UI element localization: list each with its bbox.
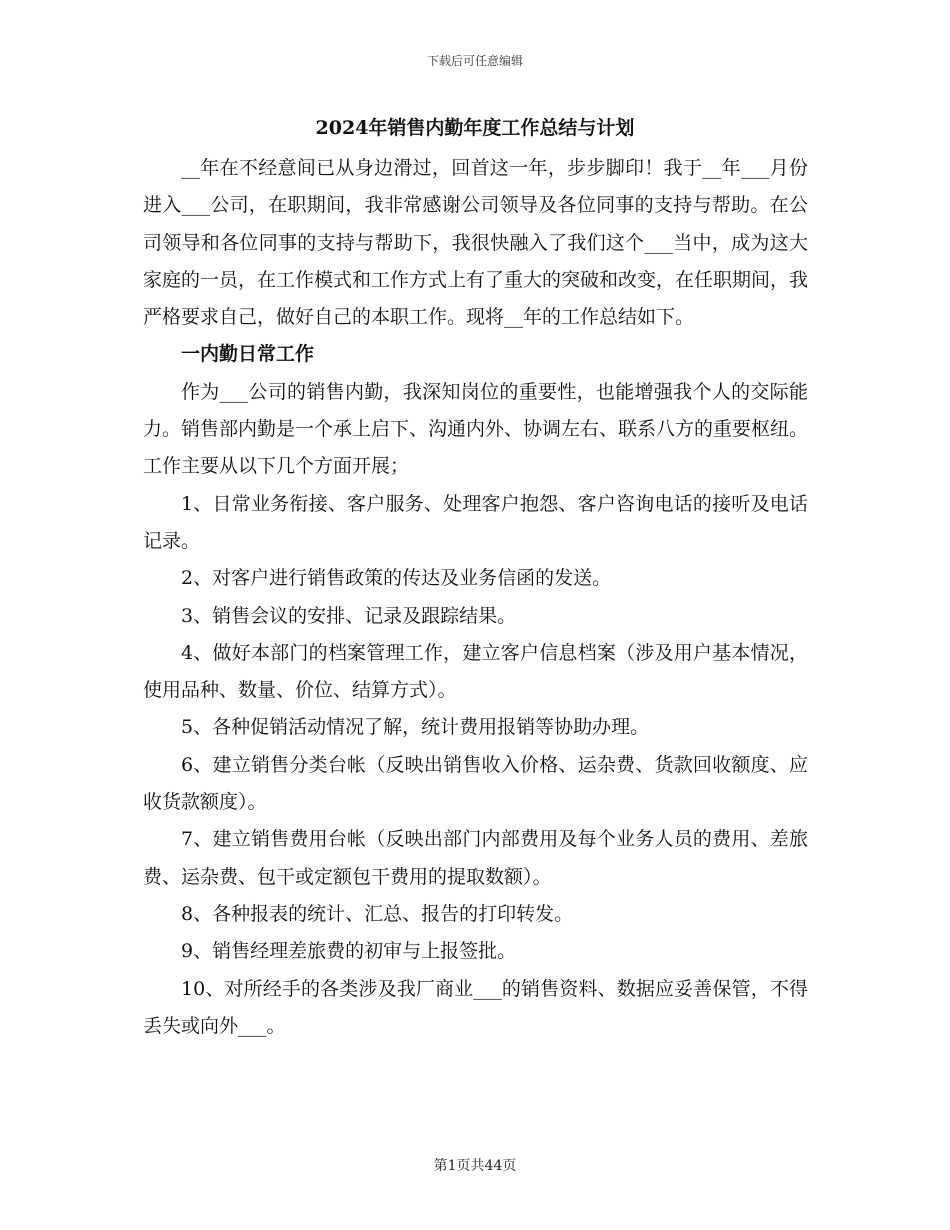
list-item: 6、建立销售分类台帐（反映出销售收入价格、运杂费、货款回收额度、应收货款额度）。 (143, 753, 808, 814)
list-item: 1、日常业务衔接、客户服务、处理客户抱怨、客户咨询电话的接听及电话记录。 (143, 492, 808, 552)
intro-paragraph: __年在不经意间已从身边滑过，回首这一年，步步脚印！我于__年___月份进入___公司，在职期间，我非常感谢公司领导及各位同事的支持与帮助。在公司领导和各位同事的支持与帮助下，我很快融入了我们这个___当中，成为这大家庭的一员，在工作模式和工作方式上有了重大的突破和改变，在任职期间，我严格要求自己，做好自己的本职工作。现将__年的工作总结如下。 (143, 157, 809, 329)
list-item: 7、建立销售费用台帐（反映出部门内部费用及每个业务人员的费用、差旅费、运杂费、包干或定额包干费用的提取数额）。 (143, 828, 808, 888)
list-item: 8、各种报表的统计、汇总、报告的打印转发。 (181, 902, 574, 925)
page-footer-indicator: 第1页共44页 (433, 1158, 517, 1174)
page-header-note: 下载后可任意编辑 (426, 54, 523, 68)
role-paragraph: 作为___公司的销售内勤，我深知岗位的重要性，也能增强我个人的交际能力。销售部内勤是一个承上启下、沟通内外、协调左右、联系八方的重要枢纽。工作主要从以下几个方面开展； (143, 380, 809, 478)
section-heading-daily-work: 一内勤日常工作 (181, 343, 315, 366)
list-item: 3、销售会议的安排、记录及跟踪结果。 (181, 604, 517, 627)
list-item: 2、对客户进行销售政策的传达及业务信函的发送。 (181, 567, 612, 590)
list-item: 5、各种促销活动情况了解，统计费用报销等协助办理。 (181, 716, 650, 739)
list-item: 4、做好本部门的档案管理工作，建立客户信息档案（涉及用户基本情况，使用品种、数量、价位、结算方式）。 (143, 641, 808, 702)
list-item: 9、销售经理差旅费的初审与上报签批。 (181, 940, 517, 963)
document-body (143, 150, 808, 1045)
document-title: 2024年销售内勤年度工作总结与计划 (315, 117, 635, 139)
list-item: 10、对所经手的各类涉及我厂商业___的销售资料、数据应妥善保管，不得丢失或向外___。 (143, 977, 808, 1037)
